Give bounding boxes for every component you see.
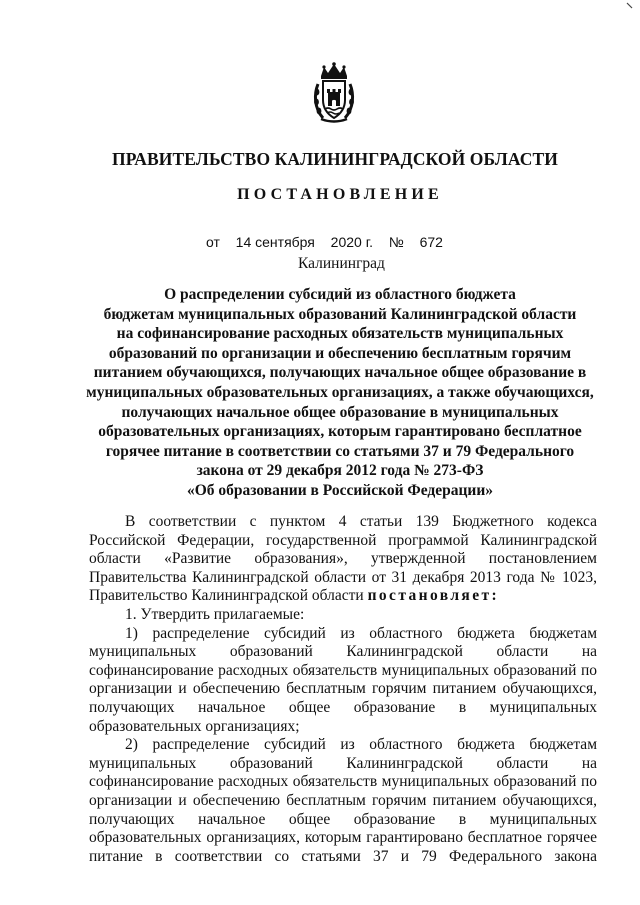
date-year: 2020 г. — [330, 234, 373, 250]
heading-line: питанием обучающихся, получающих начальное общее образование в — [93, 364, 587, 382]
body-line: области «Развитие образования», утвержденной постановлением — [89, 550, 597, 568]
heading-line: О распределении субсидий из областного бюджета — [164, 286, 516, 303]
body-line: образовательных организациях; — [89, 717, 300, 735]
date-number-line — [206, 234, 443, 250]
body-line: получающих начальное общее образование в муниципальных — [89, 810, 597, 828]
subitem-2-paragraph — [89, 736, 597, 866]
document-body — [89, 513, 597, 866]
body-line: Правительства Калининградской области от 31 декабря 2013 года № 1023, — [89, 568, 597, 586]
intro-last-prefix: Правительство Калининградской области — [89, 587, 364, 605]
heading-line: закона от 29 декабря 2012 года № 273-ФЗ — [196, 462, 484, 480]
city-name: Калининград — [298, 255, 385, 272]
document-number: 672 — [419, 234, 443, 250]
body-line: организации и обеспечению бесплатным горячим питанием обучающихся, — [89, 791, 597, 809]
heading-line: «Об образовании в Российской Федерации» — [186, 481, 494, 499]
government-title: ПРАВИТЕЛЬСТВО КАЛИНИНГРАДСКОЙ ОБЛАСТИ — [112, 149, 558, 169]
body-line: организации и обеспечению бесплатным горячим питанием обучающихся, — [89, 680, 597, 698]
body-line: питание в соответствии со статьями 37 и 79 Федерального закона — [89, 847, 597, 865]
heading-line: получающих начальное общее образование в муниципальных — [121, 403, 559, 421]
body-line: софинансирование расходных обязательств муниципальных образований по — [89, 661, 597, 679]
heading-line: на софинансирование расходных обязательств муниципальных — [116, 325, 564, 343]
number-sign: № — [388, 234, 404, 250]
date-prefix: от — [206, 234, 220, 250]
intro-paragraph — [89, 513, 597, 606]
heading-line: муниципальных образовательных организациях, а также обучающихся, — [86, 383, 594, 401]
body-line-decree — [89, 587, 597, 606]
body-line: муниципальных образований Калининградской области на — [89, 643, 597, 661]
body-line: софинансирование расходных обязательств муниципальных образований по — [89, 773, 597, 791]
date-day-month: 14 сентября — [235, 234, 315, 250]
coat-of-arms-emblem — [313, 62, 355, 124]
heading-line: образований по организации и обеспечению бесплатным горячим — [108, 344, 572, 362]
heading-line: горячее питание в соответствии со статьями 37 и 79 Федерального — [105, 442, 575, 460]
body-line: 1. Утвердить прилагаемые: — [125, 605, 305, 623]
body-line: образовательных организациях, которым гарантировано бесплатное горячее — [89, 829, 597, 847]
body-line: муниципальных образований Калининградской области на — [89, 754, 597, 772]
subitem-1-paragraph — [89, 625, 597, 737]
corner-mark-icon — [626, 2, 634, 10]
heading-line: образовательных организациях, которым гарантировано бесплатное — [98, 423, 582, 441]
body-line: Российской Федерации, государственной программой Калининградской — [89, 531, 597, 549]
body-line: 1) распределение субсидий из областного бюджета бюджетам — [125, 624, 597, 642]
body-line: 2) распределение субсидий из областного бюджета бюджетам — [125, 736, 597, 754]
document-heading — [70, 285, 610, 501]
decree-word: постановляет: — [367, 587, 500, 605]
body-line: В соответствии с пунктом 4 статьи 139 Бюджетного кодекса — [125, 513, 597, 530]
document-type: ПОСТАНОВЛЕНИЕ — [237, 186, 443, 203]
body-line: получающих начальное общее образование в муниципальных — [89, 698, 597, 716]
heading-line: бюджетам муниципальных образований Калининградской области — [103, 305, 577, 323]
item-1-paragraph — [89, 606, 597, 625]
